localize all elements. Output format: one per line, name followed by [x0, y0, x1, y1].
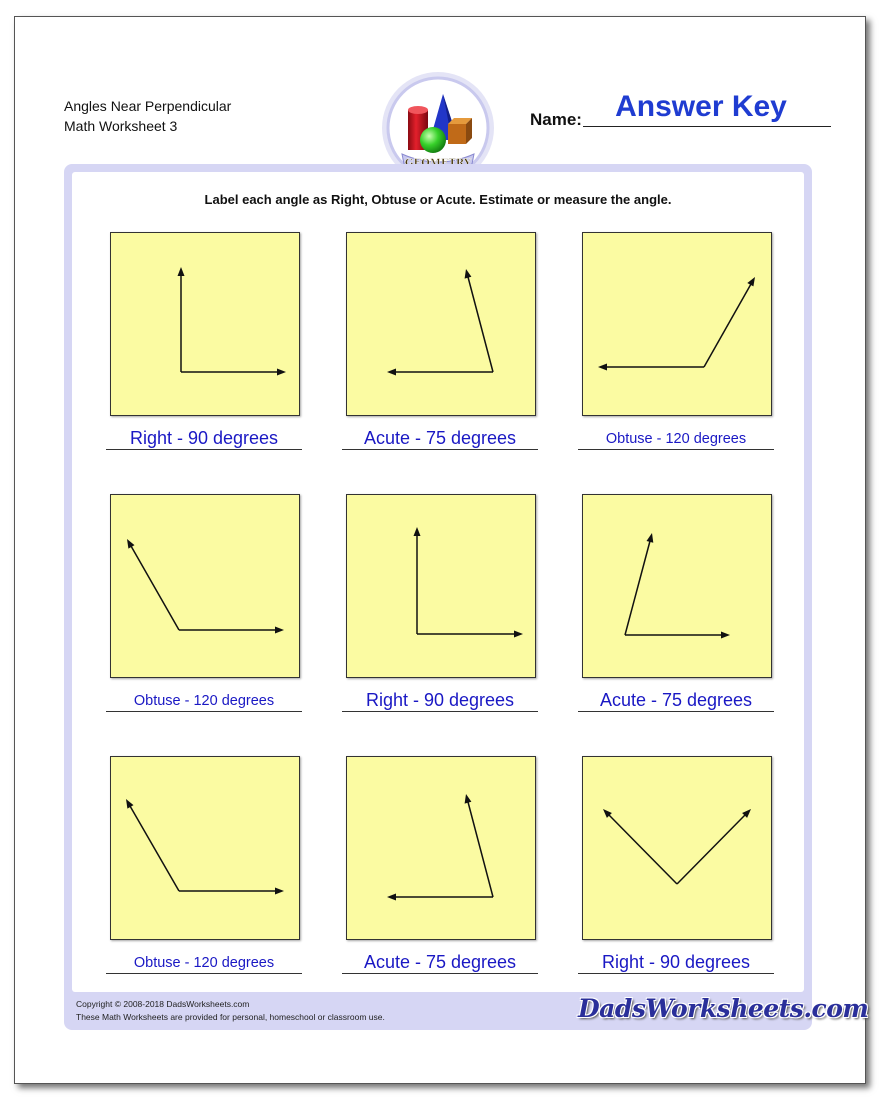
- angle-diagram-9: [583, 757, 771, 939]
- angle-diagram-4: [111, 495, 299, 677]
- answer-line-2: [342, 449, 538, 450]
- arrow-head: [721, 632, 730, 639]
- answer-7: Obtuse - 120 degrees: [133, 955, 275, 971]
- angle-ray: [131, 546, 179, 630]
- answer-3: Obtuse - 120 degrees: [605, 431, 747, 447]
- answer-line-8: [342, 973, 538, 974]
- answer-key-label: Answer Key: [615, 90, 787, 123]
- angle-diagram-7: [111, 757, 299, 939]
- angle-diagram-6: [583, 495, 771, 677]
- arrow-head: [277, 369, 286, 376]
- angle-panel-5: [346, 494, 536, 678]
- copyright-text: Copyright © 2008-2018 DadsWorksheets.com: [76, 999, 250, 1009]
- answer-9: Right - 90 degrees: [601, 952, 751, 972]
- angle-diagram-5: [347, 495, 535, 677]
- answer-line-5: [342, 711, 538, 712]
- answer-line-1: [106, 449, 302, 450]
- arrow-head: [126, 799, 134, 809]
- angle-ray: [704, 284, 751, 367]
- answer-6: Acute - 75 degrees: [599, 690, 753, 710]
- copyright-block: [76, 998, 385, 1024]
- worksheet-title: Angles Near Perpendicular: [64, 98, 232, 114]
- angle-ray: [609, 815, 677, 884]
- angle-diagram-1: [111, 233, 299, 415]
- site-brand-logo: DadsWorksheets.com: [578, 994, 869, 1023]
- angle-diagram-2: [347, 233, 535, 415]
- arrow-head: [514, 631, 523, 638]
- arrow-head: [598, 364, 607, 371]
- arrow-head: [414, 527, 421, 536]
- answer-line-4: [106, 711, 302, 712]
- arrow-head: [747, 277, 755, 286]
- answer-line-9: [578, 973, 774, 974]
- angle-panel-3: [582, 232, 772, 416]
- arrow-head: [465, 794, 472, 804]
- angle-diagram-3: [583, 233, 771, 415]
- answer-line-6: [578, 711, 774, 712]
- angle-ray: [625, 541, 650, 635]
- angle-panel-6: [582, 494, 772, 678]
- angle-panel-2: [346, 232, 536, 416]
- worksheet-title-block: [64, 96, 231, 136]
- angle-ray: [468, 277, 493, 372]
- arrow-head: [647, 533, 654, 543]
- arrow-head: [275, 627, 284, 634]
- angle-panel-4: [110, 494, 300, 678]
- angle-ray: [130, 806, 179, 891]
- angle-diagram-8: [347, 757, 535, 939]
- answer-1: Right - 90 degrees: [129, 428, 279, 448]
- usage-notice: These Math Worksheets are provided for personal, homeschool or classroom use.: [76, 1012, 385, 1022]
- answer-4: Obtuse - 120 degrees: [133, 693, 275, 709]
- arrow-head: [465, 269, 472, 279]
- instructions: Label each angle as Right, Obtuse or Acute. Estimate or measure the angle.: [204, 192, 672, 207]
- answer-5: Right - 90 degrees: [365, 690, 515, 710]
- name-field-line: [583, 126, 831, 127]
- arrow-head: [387, 894, 396, 901]
- arrow-head: [387, 369, 396, 376]
- arrow-head: [178, 267, 185, 276]
- worksheet-subtitle: Math Worksheet 3: [64, 118, 178, 134]
- name-label: Name:: [530, 110, 582, 129]
- angle-panel-7: [110, 756, 300, 940]
- angle-panel-8: [346, 756, 536, 940]
- arrow-head: [275, 888, 284, 895]
- arrow-head: [127, 539, 135, 549]
- answer-8: Acute - 75 degrees: [363, 952, 517, 972]
- answer-2: Acute - 75 degrees: [363, 428, 517, 448]
- angle-ray: [468, 802, 493, 897]
- answer-line-7: [106, 973, 302, 974]
- angle-panel-9: [582, 756, 772, 940]
- angle-ray: [677, 815, 745, 884]
- angle-panel-1: [110, 232, 300, 416]
- answer-line-3: [578, 449, 774, 450]
